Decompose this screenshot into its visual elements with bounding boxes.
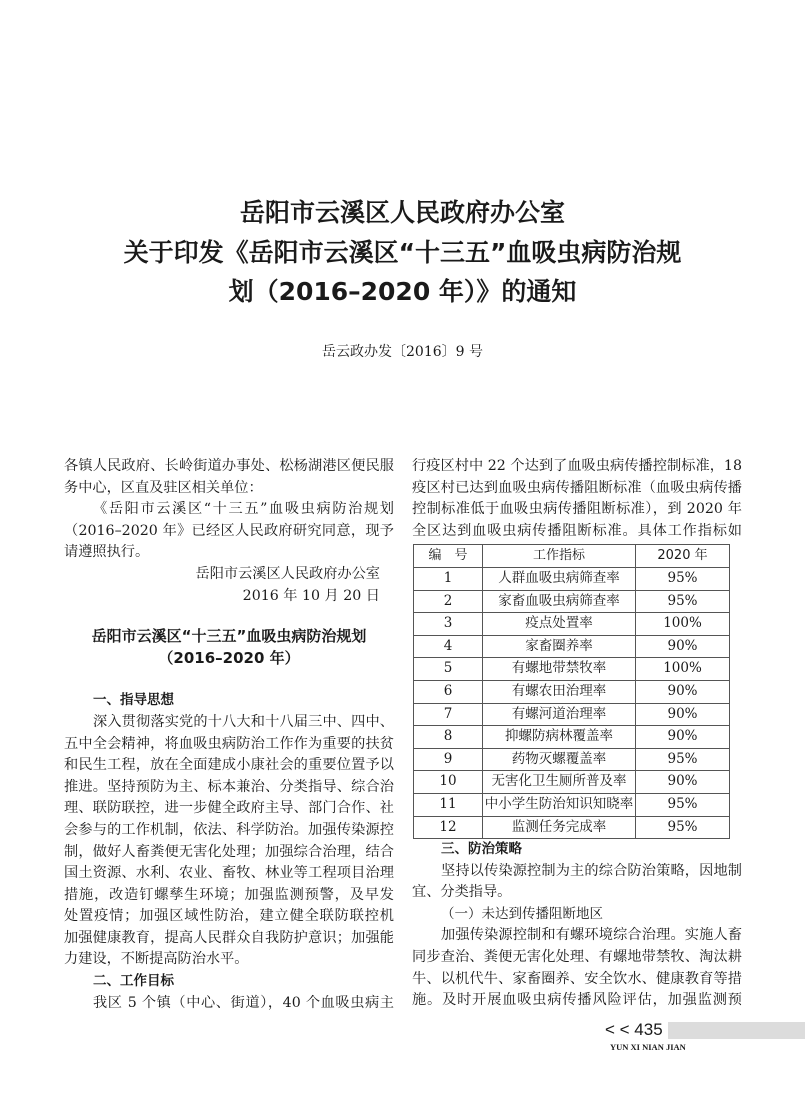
cell-target: 95% bbox=[636, 567, 730, 590]
body-line: 和民生工程，放在全面建成小康社会的重要位置予以 bbox=[64, 757, 394, 774]
table-row bbox=[414, 590, 730, 613]
right-column bbox=[412, 456, 742, 1012]
body-line: 同步查治、粪便无害化处理、有螺地带禁牧、淘汰耕 bbox=[412, 949, 742, 966]
journal-name: YUN XI NIAN JIAN bbox=[610, 1042, 686, 1052]
body-line: 控制标准低于血吸虫病传播阻断标准），到 2020 年 bbox=[412, 501, 742, 518]
page-number: < < 435 bbox=[605, 1020, 663, 1039]
header-number: 编 号 bbox=[414, 545, 483, 568]
table-row bbox=[414, 658, 730, 681]
body-line: 力建设，不断提高防治水平。 bbox=[64, 951, 249, 968]
document-number: 岳云政办发〔2016〕9 号 bbox=[322, 344, 483, 360]
cell-target: 100% bbox=[636, 658, 730, 681]
body-line: 深入贯彻落实党的十八大和十八届三中、四中、 bbox=[93, 713, 394, 730]
body-line: 会参与的工作机制，依法、科学防治。加强传染源控 bbox=[64, 821, 394, 838]
body-line: 牛、以机代牛、家畜圈养、安全饮水、健康教育等措 bbox=[412, 970, 742, 987]
table-row bbox=[414, 771, 730, 794]
cell-number: 6 bbox=[414, 680, 483, 703]
table-header-row bbox=[414, 545, 730, 568]
body-line: 理、联防联控，进一步健全政府主导、部门合作、社 bbox=[64, 800, 394, 817]
footer-bar bbox=[668, 1022, 805, 1039]
cell-number: 11 bbox=[414, 793, 483, 816]
body-line: 疫区村已达到血吸虫病传播阻断标准（血吸虫病传播 bbox=[412, 479, 742, 496]
body-line: 加强健康教育，提高人民群众自我防护意识；加强能 bbox=[64, 929, 394, 946]
cell-number: 12 bbox=[414, 816, 483, 839]
cell-target: 90% bbox=[636, 680, 730, 703]
cell-indicator: 中小学生防治知识知晓率 bbox=[483, 793, 636, 816]
table-row bbox=[414, 703, 730, 726]
subsection-1-heading: （一）未达到传播阻断地区 bbox=[441, 905, 603, 922]
plan-title-years: （2016–2020 年） bbox=[158, 648, 300, 667]
table-row bbox=[414, 748, 730, 771]
body-line: 国土资源、水利、农业、畜牧、林业等工程项目治理 bbox=[64, 865, 394, 882]
body-line: 坚持以传染源控制为主的综合防治策略，因地制 bbox=[441, 862, 742, 879]
date: 2016 年 10 月 20 日 bbox=[242, 587, 380, 604]
cell-number: 5 bbox=[414, 658, 483, 681]
left-column bbox=[64, 456, 394, 1014]
cell-target: 95% bbox=[636, 816, 730, 839]
table-row bbox=[414, 816, 730, 839]
cell-indicator: 监测任务完成率 bbox=[483, 816, 636, 839]
cell-target: 95% bbox=[636, 748, 730, 771]
title-line-2: 关于印发《岳阳市云溪区“十三五”血吸虫病防治规 bbox=[123, 238, 682, 267]
body-line: 宜、分类指导。 bbox=[412, 884, 512, 901]
cell-number: 10 bbox=[414, 771, 483, 794]
body-line: 处置疫情；加强区域性防治，建立健全联防联控机 bbox=[64, 908, 394, 925]
body-line: 五中全会精神，将血吸虫病防治工作作为重要的扶贫 bbox=[64, 735, 394, 752]
cell-indicator: 有螺农田治理率 bbox=[483, 680, 636, 703]
indicator-table bbox=[413, 544, 730, 839]
cell-number: 4 bbox=[414, 635, 483, 658]
cell-indicator: 有螺地带禁牧率 bbox=[483, 658, 636, 681]
body-line: 措施，改造钉螺孳生环境；加强监测预警，及早发 bbox=[64, 886, 394, 903]
cell-indicator: 人群血吸虫病筛查率 bbox=[483, 567, 636, 590]
cell-number: 1 bbox=[414, 567, 483, 590]
cell-indicator: 家畜血吸虫病筛查率 bbox=[483, 590, 636, 613]
table-row bbox=[414, 680, 730, 703]
signature: 岳阳市云溪区人民政府办公室 bbox=[195, 565, 380, 582]
section-3-heading: 三、防治策略 bbox=[441, 841, 522, 858]
cell-number: 3 bbox=[414, 613, 483, 636]
cell-indicator: 药物灭螺覆盖率 bbox=[483, 748, 636, 771]
table-row bbox=[414, 726, 730, 749]
intro-line: 《岳阳市云溪区“十三五”血吸虫病防治规划 bbox=[93, 501, 394, 518]
header-indicator: 工作指标 bbox=[483, 545, 636, 568]
section-2-heading: 二、工作目标 bbox=[93, 973, 174, 990]
cell-indicator: 家畜圈养率 bbox=[483, 635, 636, 658]
intro-line: 各镇人民政府、长岭街道办事处、松杨湖港区便民服 bbox=[64, 458, 394, 474]
body-line: 加强传染源控制和有螺环境综合治理。实施人畜 bbox=[441, 927, 742, 944]
cell-target: 95% bbox=[636, 793, 730, 816]
cell-target: 90% bbox=[636, 771, 730, 794]
cell-number: 8 bbox=[414, 726, 483, 749]
cell-indicator: 有螺河道治理率 bbox=[483, 703, 636, 726]
cell-target: 90% bbox=[636, 635, 730, 658]
body-line: 制，做好人畜粪便无害化处理；加强综合治理，结合 bbox=[64, 843, 394, 860]
cell-indicator: 无害化卫生厕所普及率 bbox=[483, 771, 636, 794]
intro-line: （2016–2020 年》已经区人民政府研究同意，现予 bbox=[64, 522, 394, 539]
body-line: 行疫区村中 22 个达到了血吸虫病传播控制标准，18 bbox=[412, 458, 742, 474]
body-line: 我区 5 个镇（中心、街道），40 个血吸虫病主 bbox=[93, 994, 394, 1011]
cell-number: 9 bbox=[414, 748, 483, 771]
cell-indicator: 抑螺防病林覆盖率 bbox=[483, 726, 636, 749]
cell-target: 90% bbox=[636, 726, 730, 749]
plan-title: 岳阳市云溪区“十三五”血吸虫病防治规划 bbox=[91, 627, 367, 646]
title-line-3: 划（2016–2020 年）》的通知 bbox=[228, 277, 577, 306]
table-row bbox=[414, 635, 730, 658]
intro-line: 请遵照执行。 bbox=[64, 544, 150, 561]
table-row bbox=[414, 567, 730, 590]
table-row bbox=[414, 793, 730, 816]
cell-number: 7 bbox=[414, 703, 483, 726]
cell-target: 100% bbox=[636, 613, 730, 636]
cell-number: 2 bbox=[414, 590, 483, 613]
body-line: 全区达到血吸虫病传播阻断标准。具体工作指标如 bbox=[412, 522, 742, 539]
cell-indicator: 疫点处置率 bbox=[483, 613, 636, 636]
title-line-1: 岳阳市云溪区人民政府办公室 bbox=[239, 198, 565, 227]
section-1-heading: 一、指导思想 bbox=[93, 692, 174, 709]
intro-line: 务中心，区直及驻区相关单位： bbox=[64, 479, 263, 496]
table-row bbox=[414, 613, 730, 636]
header-2020: 2020 年 bbox=[636, 545, 730, 568]
body-line: 推进。坚持预防为主、标本兼治、分类指导、综合治 bbox=[64, 778, 394, 795]
body-line: 施。及时开展血吸虫病传播风险评估，加强监测预 bbox=[412, 992, 742, 1009]
cell-target: 95% bbox=[636, 590, 730, 613]
cell-target: 90% bbox=[636, 703, 730, 726]
